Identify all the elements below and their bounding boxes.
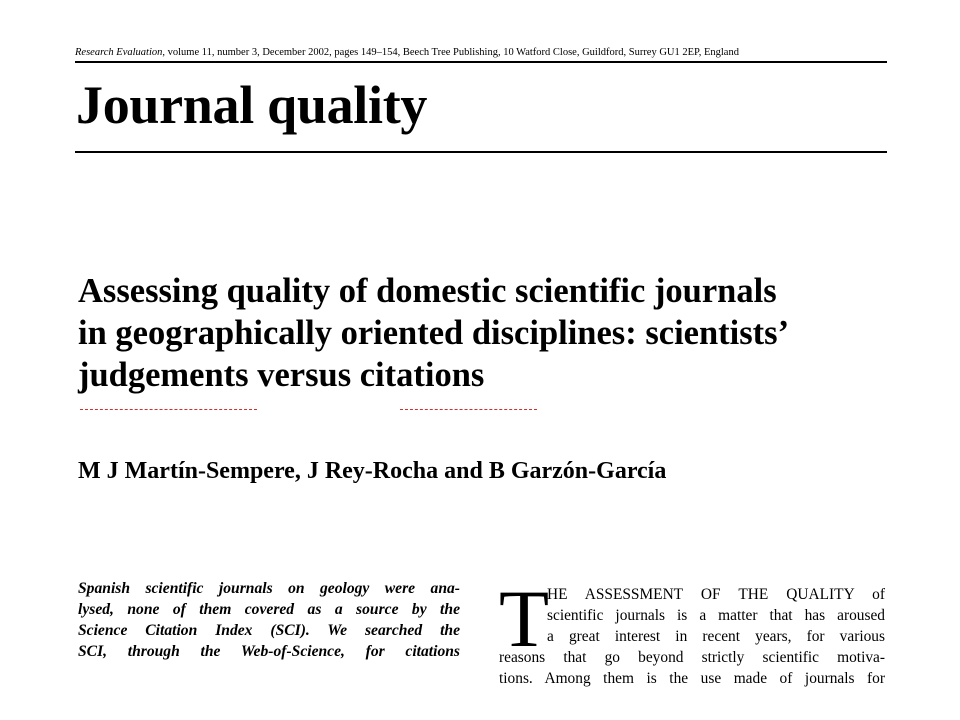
citation-details: , volume 11, number 3, December 2002, pages 149–154, Beech Tree Publishing, 10 Watford Close, Guildford, Surrey GU1 2EP, England — [162, 47, 739, 58]
spellcheck-underline — [80, 409, 257, 410]
title-rule — [75, 151, 887, 153]
body-column — [499, 573, 885, 687]
abstract-line: lysed, none of them covered as a source by the — [78, 601, 460, 618]
body-line: scientific journals is a matter that has aroused — [547, 607, 885, 624]
journal-name: Research Evaluation — [75, 47, 163, 58]
authors: M J Martín-Sempere, J Rey-Rocha and B Garzón-García — [78, 458, 667, 484]
article-title-line: in geographically oriented disciplines: scientists’ — [78, 314, 790, 352]
body-line: reasons that go beyond strictly scientific motiva- — [499, 649, 885, 666]
abstract — [78, 578, 460, 662]
abstract-line: Science Citation Index (SCI). We searched the — [78, 622, 460, 639]
article-title — [78, 270, 789, 396]
article-title-line: Assessing quality of domestic scientific journals — [78, 272, 777, 310]
body-line: tions. Among them is the use made of journals for — [499, 670, 885, 687]
abstract-line: SCI, through the Web-of-Science, for citations — [78, 643, 460, 660]
abstract-line: Spanish scientific journals on geology were ana- — [78, 580, 460, 597]
drop-cap: T — [499, 573, 550, 664]
section-title: Journal quality — [76, 75, 428, 135]
body-line: a great interest in recent years, for various — [547, 628, 885, 645]
article-title-line: judgements versus citations — [78, 356, 485, 394]
spellcheck-underline — [400, 409, 537, 410]
header-rule — [75, 61, 887, 63]
header-citation — [75, 47, 739, 58]
body-line: HE ASSESSMENT OF THE QUALITY of — [547, 586, 885, 603]
